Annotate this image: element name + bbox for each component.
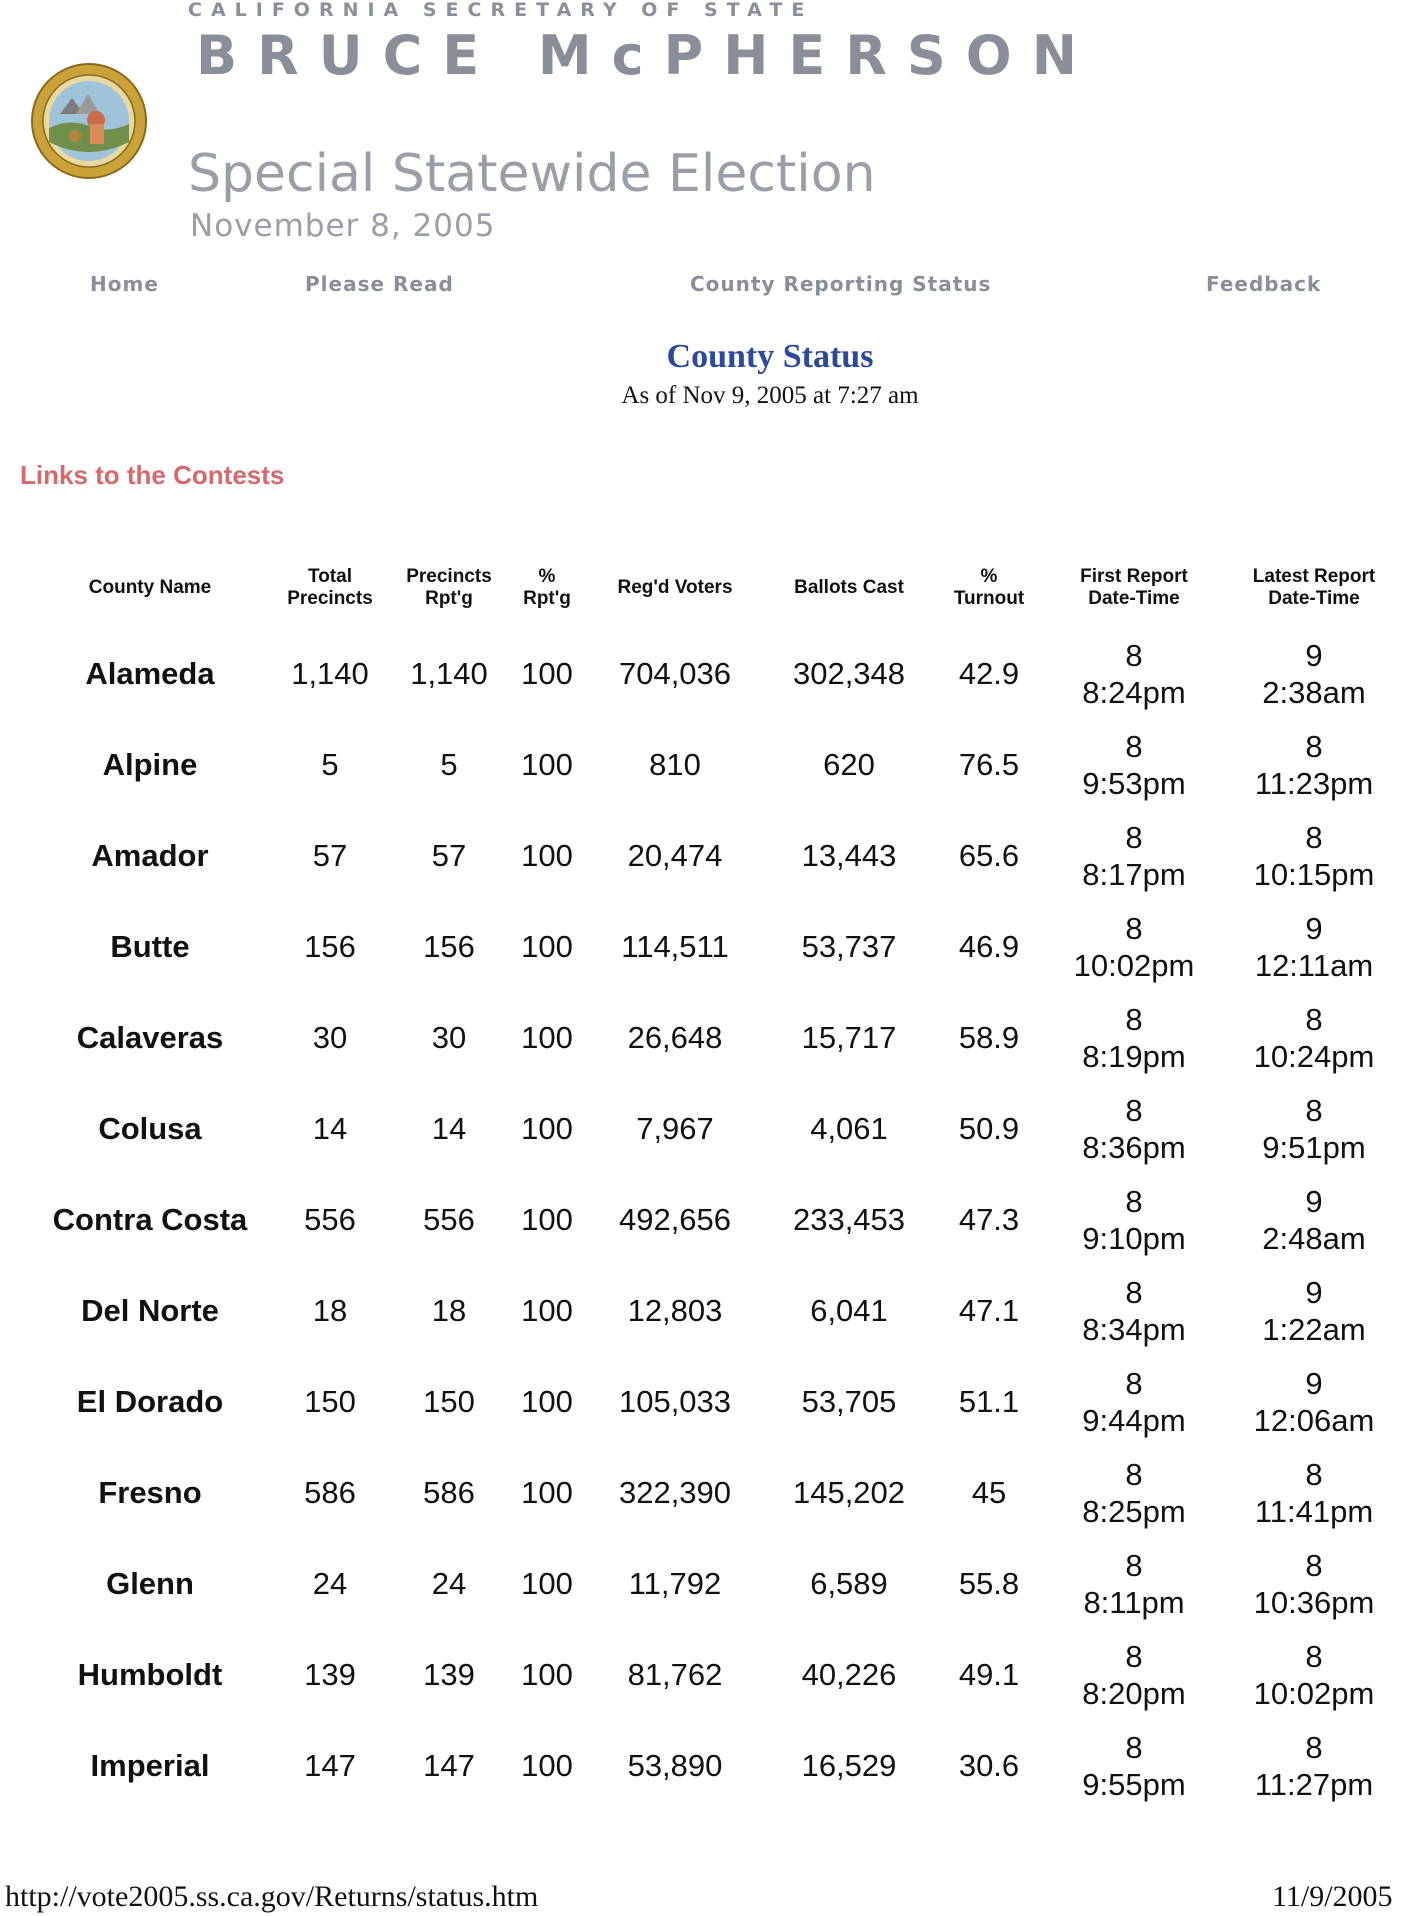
ballots-cast-cell: 53,737 [801,929,897,964]
latest-report-cell [1224,992,1404,1083]
election-date: November 8, 2005 [190,208,496,244]
first-report-cell [1044,1629,1224,1720]
table-row [30,628,1404,719]
first-report-day: 8 [1125,1638,1143,1674]
footer-url: http://vote2005.ss.ca.gov/Returns/status.htm [5,1880,539,1913]
precincts-rptg-cell: 139 [423,1657,475,1692]
table-header-row [30,548,1404,628]
county-name-cell: Contra Costa [52,1202,248,1237]
ballots-cast-cell: 620 [823,747,875,782]
first-report-day: 8 [1125,1456,1143,1492]
total-precincts-cell: 5 [321,747,339,782]
latest-report-cell [1224,1447,1404,1538]
precincts-rptg-cell: 1,140 [410,656,488,691]
first-report-time: 9:53pm [1082,765,1186,801]
latest-report-cell [1224,1629,1404,1720]
first-report-cell [1044,1356,1224,1447]
total-precincts-cell: 30 [312,1020,348,1055]
ballots-cast-cell: 16,529 [801,1748,897,1783]
pct-turnout-cell: 46.9 [958,929,1020,964]
first-report-time: 8:19pm [1082,1038,1186,1074]
first-report-day: 8 [1125,819,1143,855]
first-report-time: 8:34pm [1082,1311,1186,1347]
latest-report-day: 9 [1305,1274,1323,1310]
county-name-cell: El Dorado [76,1384,224,1419]
first-report-time: 8:36pm [1082,1129,1186,1165]
latest-report-cell [1224,1356,1404,1447]
pct-rptg-cell: 100 [521,1657,573,1692]
precincts-rptg-cell: 156 [423,929,475,964]
precincts-rptg-cell: 14 [431,1111,467,1146]
ballots-cast-cell: 15,717 [801,1020,897,1055]
pct-rptg-cell: 100 [521,1293,573,1328]
latest-report-time: 11:23pm [1254,765,1374,801]
pct-rptg-cell: 100 [521,656,573,691]
total-precincts-cell: 150 [304,1384,356,1419]
total-precincts-cell: 556 [304,1202,356,1237]
regd-voters-cell: 114,511 [621,929,729,964]
precincts-rptg-cell: 30 [431,1020,467,1055]
first-report-time: 9:44pm [1082,1402,1186,1438]
latest-report-cell [1224,719,1404,810]
county-name-cell: Amador [91,838,209,873]
first-report-time: 8:20pm [1082,1675,1186,1711]
total-precincts-cell: 147 [304,1748,356,1783]
pct-turnout-cell: 47.3 [958,1202,1020,1237]
ballots-cast-cell: 233,453 [792,1202,906,1237]
latest-report-time: 10:15pm [1253,856,1375,892]
pct-rptg-cell: 100 [521,838,573,873]
first-report-time: 8:17pm [1082,856,1186,892]
first-report-day: 8 [1125,1729,1143,1765]
latest-report-time: 2:38am [1262,674,1366,710]
regd-voters-cell: 12,803 [627,1293,723,1328]
pct-turnout-cell: 45 [971,1475,1007,1510]
precincts-rptg-cell: 5 [440,747,458,782]
county-name-cell: Humboldt [77,1657,223,1692]
regd-voters-cell: 26,648 [627,1020,723,1055]
latest-report-cell [1224,1083,1404,1174]
latest-report-cell [1224,810,1404,901]
table-row [30,810,1404,901]
first-report-cell [1044,1174,1224,1265]
table-row [30,1083,1404,1174]
precincts-rptg-cell: 147 [423,1748,475,1783]
col-header-total-precincts[interactable]: Total Precincts [287,566,373,609]
latest-report-time: 11:41pm [1254,1493,1374,1529]
regd-voters-cell: 105,033 [618,1384,732,1419]
regd-voters-cell: 81,762 [627,1657,723,1692]
precincts-rptg-cell: 18 [431,1293,467,1328]
table-row [30,1538,1404,1629]
table-row [30,1720,1404,1811]
col-header-latest-report[interactable]: Latest Report Date-Time [1252,566,1376,609]
table-row [30,901,1404,992]
latest-report-time: 12:11am [1254,947,1374,983]
ballots-cast-cell: 6,041 [810,1293,888,1328]
total-precincts-cell: 1,140 [291,656,369,691]
ballots-cast-cell: 40,226 [801,1657,897,1692]
nav-county-reporting-status-link[interactable]: County Reporting Status [690,272,992,296]
first-report-day: 8 [1125,1274,1143,1310]
ballots-cast-cell: 4,061 [810,1111,888,1146]
latest-report-day: 8 [1305,1001,1323,1037]
regd-voters-cell: 11,792 [628,1566,722,1601]
latest-report-day: 8 [1305,728,1323,764]
first-report-time: 9:55pm [1082,1766,1186,1802]
first-report-time: 8:25pm [1082,1493,1186,1529]
first-report-cell [1044,1720,1224,1811]
latest-report-time: 2:48am [1262,1220,1366,1256]
pct-rptg-cell: 100 [521,747,573,782]
total-precincts-cell: 57 [312,838,348,873]
county-name-cell: Fresno [98,1475,202,1510]
pct-rptg-cell: 100 [521,929,573,964]
county-name-cell: Butte [110,929,190,964]
pct-turnout-cell: 51.1 [958,1384,1020,1419]
first-report-day: 8 [1125,1092,1143,1128]
pct-turnout-cell: 76.5 [958,747,1020,782]
col-header-precincts-rptg[interactable]: Precincts Rpt'g [406,566,492,609]
first-report-cell [1044,1265,1224,1356]
pct-rptg-cell: 100 [521,1384,573,1419]
pct-turnout-cell: 58.9 [958,1020,1020,1055]
county-name-cell: Imperial [90,1748,210,1783]
latest-report-time: 10:36pm [1253,1584,1375,1620]
precincts-rptg-cell: 57 [431,838,467,873]
latest-report-cell [1224,1720,1404,1811]
county-name-cell: Calaveras [76,1020,224,1055]
latest-report-day: 9 [1305,910,1323,946]
latest-report-day: 9 [1305,1365,1323,1401]
latest-report-day: 8 [1305,1638,1323,1674]
first-report-time: 8:24pm [1082,674,1186,710]
county-name-cell: Glenn [106,1566,194,1601]
latest-report-time: 10:02pm [1253,1675,1375,1711]
state-seal-icon [30,62,148,180]
table-row [30,992,1404,1083]
county-name-cell: Alameda [85,656,215,691]
pct-turnout-cell: 47.1 [958,1293,1020,1328]
table-row [30,1629,1404,1720]
pct-turnout-cell: 49.1 [958,1657,1020,1692]
col-header-pct-rptg[interactable]: % Rpt'g [523,566,571,609]
first-report-day: 8 [1125,1547,1143,1583]
ballots-cast-cell: 53,705 [801,1384,897,1419]
col-header-ballots-cast[interactable]: Ballots Cast [794,577,904,598]
table-row [30,1356,1404,1447]
precincts-rptg-cell: 150 [423,1384,475,1419]
total-precincts-cell: 24 [312,1566,348,1601]
latest-report-day: 8 [1305,1456,1323,1492]
first-report-cell [1044,992,1224,1083]
first-report-cell [1044,1538,1224,1629]
first-report-day: 8 [1125,1183,1143,1219]
first-report-cell [1044,628,1224,719]
total-precincts-cell: 156 [304,929,356,964]
first-report-time: 9:10pm [1082,1220,1186,1256]
regd-voters-cell: 492,656 [618,1202,732,1237]
official-name: BRUCE McPHERSON [196,24,1097,87]
latest-report-time: 12:06am [1253,1402,1375,1438]
pct-turnout-cell: 30.6 [958,1748,1020,1783]
footer-print-date: 11/9/2005 [1272,1880,1393,1913]
latest-report-cell [1224,1538,1404,1629]
regd-voters-cell: 322,390 [618,1475,732,1510]
latest-report-time: 9:51pm [1262,1129,1366,1165]
first-report-cell [1044,1083,1224,1174]
precincts-rptg-cell: 586 [423,1475,475,1510]
table-row [30,719,1404,810]
latest-report-day: 8 [1305,1729,1323,1765]
latest-report-day: 9 [1305,637,1323,673]
regd-voters-cell: 704,036 [618,656,732,691]
nav-home-link[interactable]: Home [90,272,159,296]
total-precincts-cell: 586 [304,1475,356,1510]
pct-rptg-cell: 100 [521,1111,573,1146]
ballots-cast-cell: 6,589 [810,1566,888,1601]
latest-report-cell [1224,628,1404,719]
first-report-time: 10:02pm [1073,947,1195,983]
ballots-cast-cell: 145,202 [792,1475,906,1510]
first-report-cell [1044,810,1224,901]
pct-turnout-cell: 50.9 [958,1111,1020,1146]
latest-report-day: 8 [1305,1547,1323,1583]
pct-rptg-cell: 100 [521,1566,573,1601]
col-header-pct-turnout[interactable]: % Turnout [953,566,1025,609]
table-row [30,1174,1404,1265]
pct-rptg-cell: 100 [521,1020,573,1055]
ballots-cast-cell: 302,348 [792,656,906,691]
latest-report-time: 1:22am [1262,1311,1366,1347]
first-report-cell [1044,901,1224,992]
precincts-rptg-cell: 24 [431,1566,467,1601]
regd-voters-cell: 810 [649,747,701,782]
county-status-table [30,548,1404,1811]
links-to-contests-link[interactable]: Links to the Contests [20,460,285,490]
latest-report-time: 11:27pm [1254,1766,1374,1802]
latest-report-day: 8 [1305,819,1323,855]
ballots-cast-cell: 13,443 [801,838,897,873]
first-report-time: 8:11pm [1083,1584,1185,1620]
pct-rptg-cell: 100 [521,1475,573,1510]
first-report-cell [1044,1447,1224,1538]
latest-report-day: 9 [1305,1183,1323,1219]
first-report-cell [1044,719,1224,810]
pct-rptg-cell: 100 [521,1202,573,1237]
page-title: County Status [666,338,874,375]
election-title: Special Statewide Election [188,144,876,204]
first-report-day: 8 [1125,1365,1143,1401]
latest-report-cell [1224,1265,1404,1356]
total-precincts-cell: 14 [312,1111,348,1146]
first-report-day: 8 [1125,728,1143,764]
pct-rptg-cell: 100 [521,1748,573,1783]
precincts-rptg-cell: 556 [423,1202,475,1237]
as-of-timestamp: As of Nov 9, 2005 at 7:27 am [621,382,919,409]
total-precincts-cell: 139 [304,1657,356,1692]
col-header-regd-voters[interactable]: Reg'd Voters [617,577,733,598]
county-name-cell: Del Norte [81,1293,219,1328]
county-name-cell: Alpine [102,747,198,782]
latest-report-day: 8 [1305,1092,1323,1128]
office-title: CALIFORNIA SECRETARY OF STATE [188,0,814,21]
latest-report-cell [1224,901,1404,992]
pct-turnout-cell: 42.9 [958,656,1020,691]
first-report-day: 8 [1125,637,1143,673]
col-header-first-report[interactable]: First Report Date-Time [1080,566,1188,609]
first-report-day: 8 [1125,1001,1143,1037]
pct-turnout-cell: 65.6 [958,838,1020,873]
first-report-day: 8 [1125,910,1143,946]
nav-please-read-link[interactable]: Please Read [305,272,454,296]
county-name-cell: Colusa [98,1111,202,1146]
regd-voters-cell: 20,474 [627,838,723,873]
table-row [30,1265,1404,1356]
table-row [30,1447,1404,1538]
latest-report-time: 10:24pm [1253,1038,1375,1074]
latest-report-cell [1224,1174,1404,1265]
col-header-county-name[interactable]: County Name [88,577,212,598]
pct-turnout-cell: 55.8 [958,1566,1020,1601]
total-precincts-cell: 18 [312,1293,348,1328]
regd-voters-cell: 7,967 [636,1111,714,1146]
nav-feedback-link[interactable]: Feedback [1206,272,1322,296]
regd-voters-cell: 53,890 [627,1748,723,1783]
